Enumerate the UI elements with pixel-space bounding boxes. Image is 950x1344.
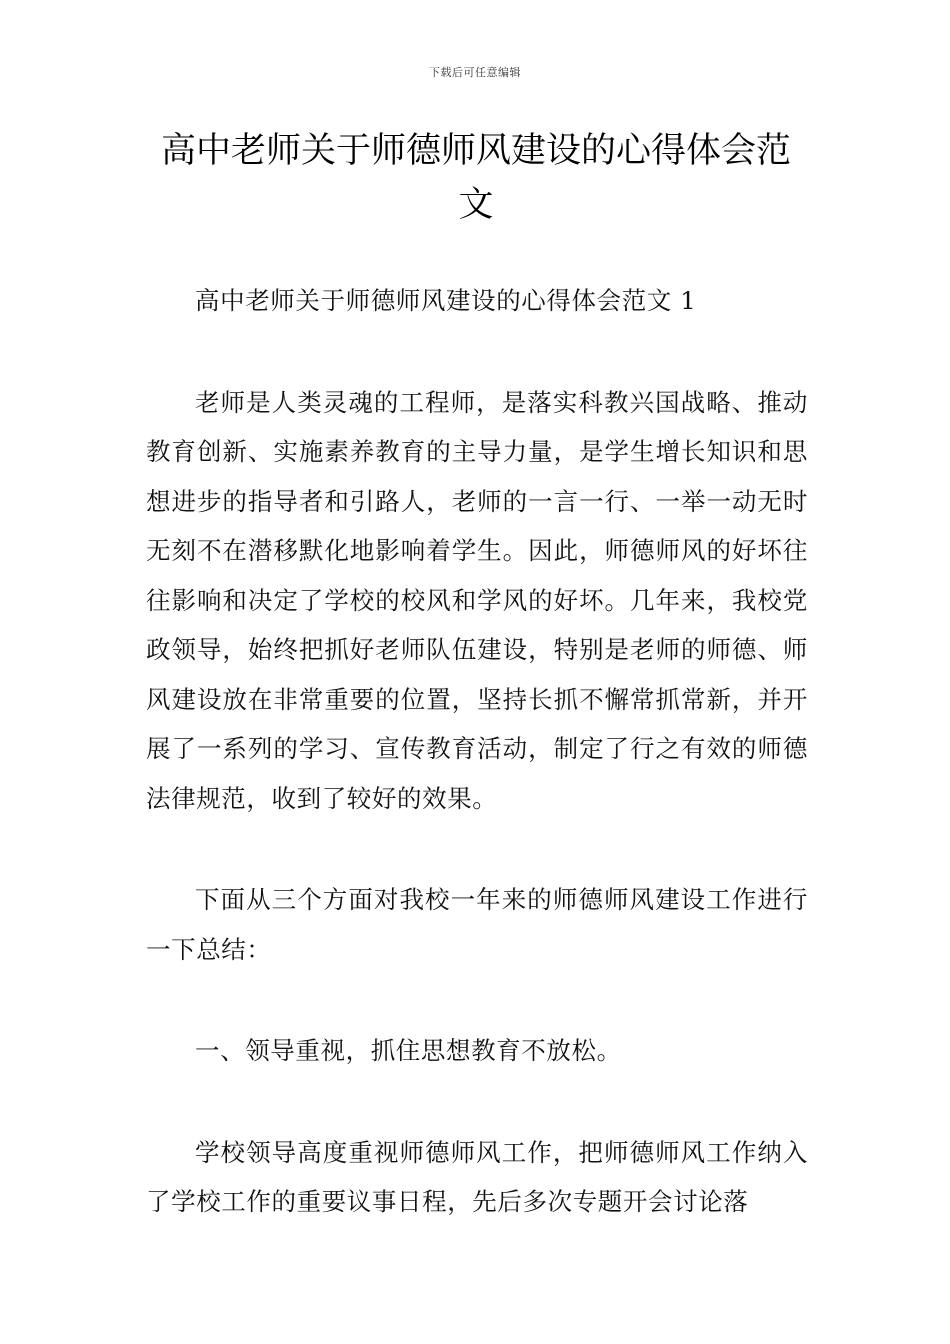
section-heading-1: 一、领导重视，抓住思想教育不放松。	[195, 1036, 622, 1065]
body-paragraph-3: 学校领导高度重视师德师风工作，把师德师风工作纳入了学校工作的重要议事日程，先后多次专题开会讨论落	[146, 1137, 808, 1216]
body-paragraph-2: 下面从三个方面对我校一年来的师德师风建设工作进行一下总结：	[146, 885, 808, 964]
document-subtitle: 高中老师关于师德师风建设的心得体会范文 1	[195, 286, 697, 315]
body-paragraph-1: 老师是人类灵魂的工程师，是落实科教兴国战略、推动教育创新、实施素养教育的主导力量，是学生增长知识和思想进步的指导者和引路人，老师的一言一行、一举一动无时无刻不在潜移默化地影响着学生。因此，师德师风的好坏往往影响和决定了学校的校风和学风的好坏。几年来，我校党政领导，始终把抓好老师队伍建设，特别是老师的师德、师风建设放在非常重要的位置，坚持长抓不懈常抓常新，并开展了一系列的学习、宣传教育活动，制定了行之有效的师德法律规范，收到了较好的效果。	[146, 387, 808, 813]
document-title: 高中老师关于师德师风建设的心得体会范文	[160, 131, 791, 225]
page-header-note: 下载后可任意编辑	[429, 66, 521, 79]
document-body	[146, 276, 808, 1279]
